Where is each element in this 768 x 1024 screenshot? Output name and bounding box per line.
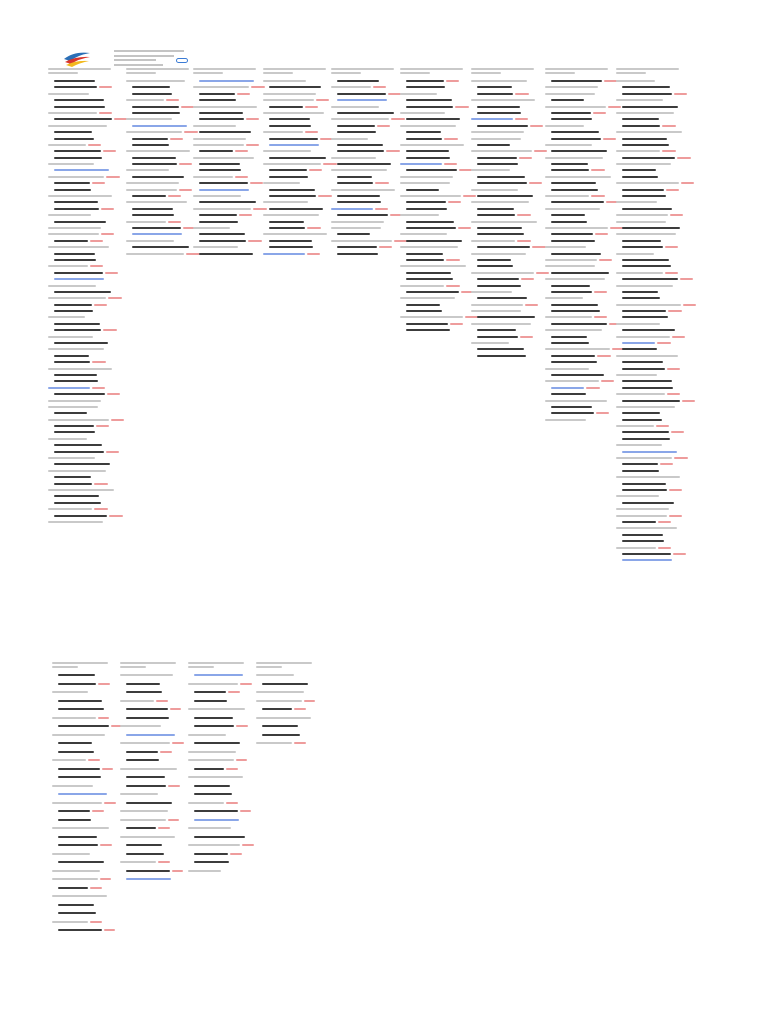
column-heading (545, 68, 619, 79)
column-heading (120, 662, 186, 673)
bottom-column (52, 662, 118, 938)
text-line (52, 870, 118, 879)
text-line (52, 912, 118, 921)
column-heading (48, 68, 122, 79)
column-heading (52, 662, 118, 673)
text-line (52, 793, 118, 802)
text-line (256, 725, 322, 734)
text-line (120, 691, 186, 700)
header-line (114, 55, 174, 57)
top-column (545, 68, 619, 425)
text-line (188, 836, 254, 845)
text-line (188, 742, 254, 751)
text-line (120, 768, 186, 777)
column-heading (471, 68, 545, 79)
text-line (188, 785, 254, 794)
text-line (120, 844, 186, 853)
text-line (120, 717, 186, 726)
top-column (400, 68, 474, 336)
text-line (120, 725, 186, 734)
column-heading-line (616, 72, 690, 76)
text-line (188, 683, 254, 692)
text-line (120, 683, 186, 692)
text-line (120, 861, 186, 870)
text-line (120, 827, 186, 836)
text-line (188, 776, 254, 785)
text-line (188, 717, 254, 726)
column-heading (126, 68, 200, 79)
text-line (188, 844, 254, 853)
text-line (52, 827, 118, 836)
text-line (188, 734, 254, 743)
text-line (52, 683, 118, 692)
column-heading-line (256, 666, 322, 670)
text-line (188, 708, 254, 717)
text-line (188, 853, 254, 862)
text-line (120, 836, 186, 845)
text-line (120, 810, 186, 819)
text-line (188, 725, 254, 734)
text-line (52, 887, 118, 896)
text-line (120, 742, 186, 751)
text-line (52, 776, 118, 785)
text-line (120, 785, 186, 794)
text-line (256, 700, 322, 709)
column-heading (400, 68, 474, 79)
text-line (52, 810, 118, 819)
text-line (188, 827, 254, 836)
text-line (193, 253, 267, 259)
column-heading-line (400, 72, 474, 76)
column-heading-line (188, 666, 254, 670)
text-line (52, 929, 118, 938)
text-line (188, 700, 254, 709)
text-line (120, 853, 186, 862)
text-line (256, 708, 322, 717)
text-line (52, 921, 118, 930)
top-column (331, 68, 405, 259)
text-line (120, 802, 186, 811)
bottom-column (120, 662, 186, 887)
column-heading-line (48, 72, 122, 76)
logo (62, 50, 92, 68)
top-column (616, 68, 690, 566)
column-heading (193, 68, 267, 79)
text-line (545, 419, 619, 425)
text-line (52, 708, 118, 717)
column-heading-line (545, 72, 619, 76)
header-link[interactable] (176, 58, 188, 63)
text-line (188, 768, 254, 777)
text-line (52, 844, 118, 853)
text-line (52, 759, 118, 768)
text-line (52, 768, 118, 777)
text-line (471, 355, 545, 361)
bottom-column (188, 662, 254, 878)
header-line (114, 59, 156, 61)
text-line (126, 253, 200, 259)
column-heading-line (126, 72, 200, 76)
text-line (52, 853, 118, 862)
header-text-lines (114, 50, 184, 68)
text-line (120, 878, 186, 887)
column-heading (188, 662, 254, 673)
text-line (48, 521, 122, 527)
text-line (120, 700, 186, 709)
column-heading (331, 68, 405, 79)
text-line (188, 691, 254, 700)
top-column (193, 68, 267, 259)
text-line (188, 802, 254, 811)
text-line (616, 559, 690, 565)
text-line (52, 861, 118, 870)
text-line (400, 329, 474, 335)
column-heading-line (52, 666, 118, 670)
header-line (114, 50, 184, 52)
text-line (188, 751, 254, 760)
text-line (120, 674, 186, 683)
text-line (188, 870, 254, 879)
text-line (256, 734, 322, 743)
text-line (52, 785, 118, 794)
column-heading (256, 662, 322, 673)
text-line (52, 836, 118, 845)
text-line (52, 742, 118, 751)
text-line (263, 253, 337, 259)
text-line (52, 802, 118, 811)
text-line (256, 717, 322, 726)
text-line (52, 734, 118, 743)
text-line (256, 674, 322, 683)
text-line (331, 253, 405, 259)
text-line (120, 734, 186, 743)
column-heading (616, 68, 690, 79)
text-line (120, 776, 186, 785)
top-column (126, 68, 200, 259)
top-column (471, 68, 545, 361)
text-line (52, 674, 118, 683)
top-column (48, 68, 122, 527)
top-column (263, 68, 337, 259)
bottom-column (256, 662, 322, 751)
text-line (120, 793, 186, 802)
text-line (52, 819, 118, 828)
text-line (52, 904, 118, 913)
text-line (188, 819, 254, 828)
text-line (256, 683, 322, 692)
text-line (120, 759, 186, 768)
column-heading-line (120, 666, 186, 670)
column-heading (263, 68, 337, 79)
text-line (256, 691, 322, 700)
text-line (188, 861, 254, 870)
text-line (52, 717, 118, 726)
text-line (52, 725, 118, 734)
text-line (52, 700, 118, 709)
text-line (188, 674, 254, 683)
text-line (188, 810, 254, 819)
page-header (62, 48, 262, 70)
column-heading-line (193, 72, 267, 76)
text-line (188, 759, 254, 768)
text-line (188, 793, 254, 802)
column-heading-line (263, 72, 337, 76)
text-line (52, 895, 118, 904)
text-line (52, 691, 118, 700)
text-line (120, 751, 186, 760)
header-line (114, 64, 163, 66)
text-line (120, 708, 186, 717)
text-line (52, 751, 118, 760)
text-line (120, 870, 186, 879)
text-line (52, 878, 118, 887)
column-heading-line (471, 72, 545, 76)
text-line (256, 742, 322, 751)
text-line (120, 819, 186, 828)
column-heading-line (331, 72, 405, 76)
